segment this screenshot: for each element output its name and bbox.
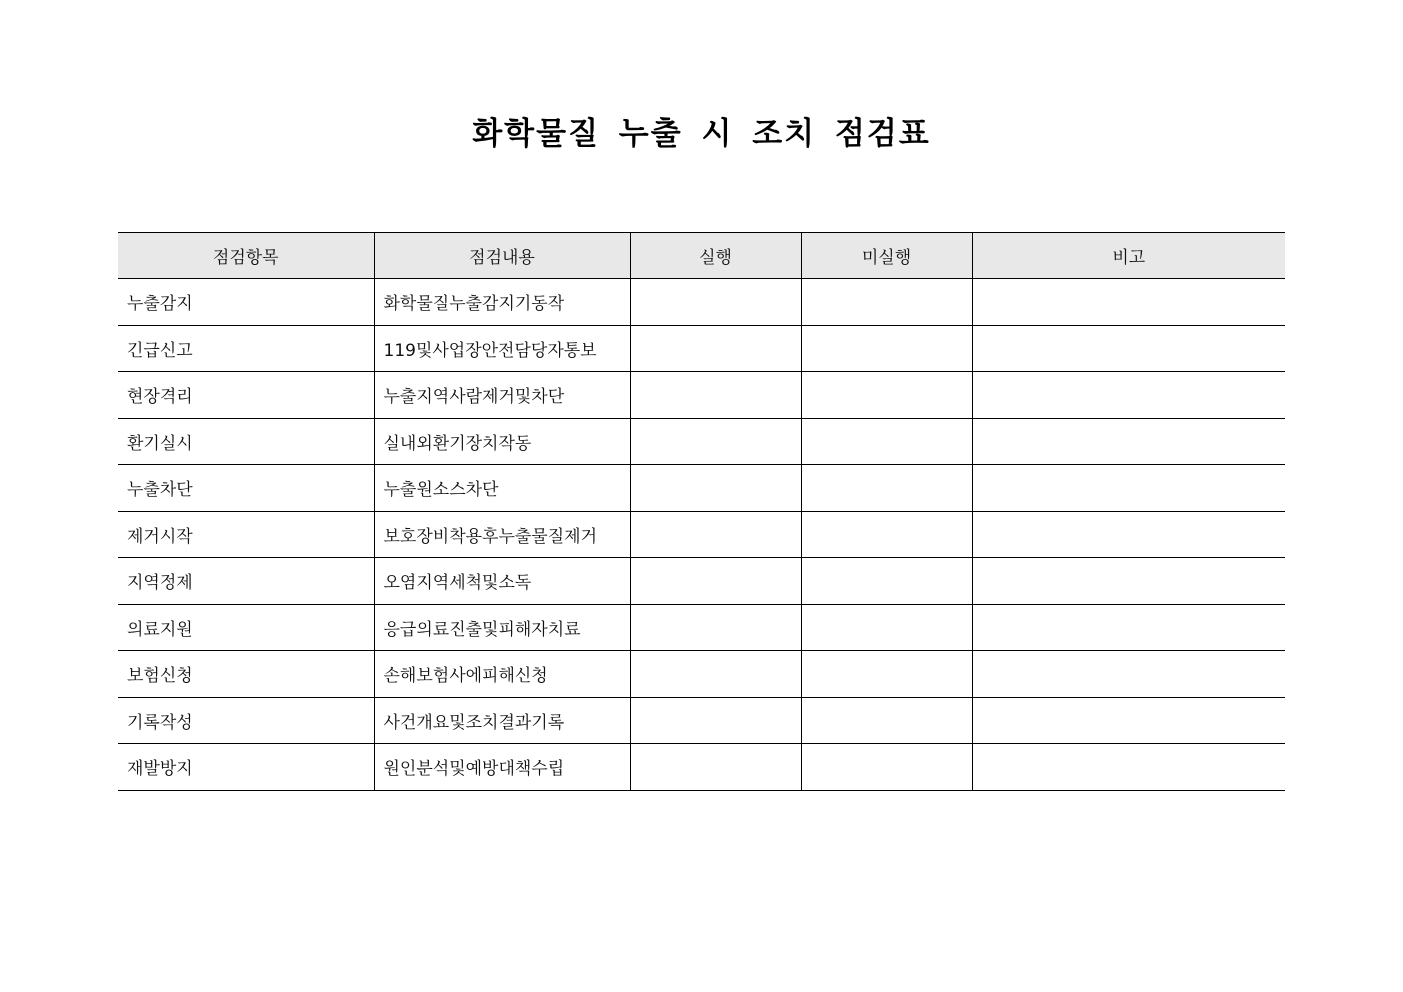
table-row [118,418,1285,465]
item-cell: 긴급신고 [118,325,374,372]
done-cell[interactable] [630,279,801,326]
done-cell[interactable] [630,697,801,744]
table-row [118,372,1285,419]
done-cell[interactable] [630,465,801,512]
content-cell: 원인분석및예방대책수립 [374,744,630,791]
checklist-table [118,232,1285,791]
item-cell: 누출차단 [118,465,374,512]
column-header-content: 점검내용 [374,233,630,279]
content-cell: 119및사업장안전담당자통보 [374,325,630,372]
table-row [118,744,1285,791]
item-cell: 재발방지 [118,744,374,791]
not-done-cell[interactable] [801,651,972,698]
document-title: 화학물질 누출 시 조치 점검표 [472,116,931,152]
content-cell: 사건개요및조치결과기록 [374,697,630,744]
table-row [118,558,1285,605]
done-cell[interactable] [630,651,801,698]
item-cell: 현장격리 [118,372,374,419]
table-row [118,511,1285,558]
not-done-cell[interactable] [801,558,972,605]
column-header-note: 비고 [972,233,1285,279]
note-cell[interactable] [972,697,1285,744]
note-cell[interactable] [972,604,1285,651]
note-cell[interactable] [972,372,1285,419]
content-cell: 오염지역세척및소독 [374,558,630,605]
not-done-cell[interactable] [801,697,972,744]
table-row [118,697,1285,744]
column-header-done: 실행 [630,233,801,279]
note-cell[interactable] [972,651,1285,698]
not-done-cell[interactable] [801,372,972,419]
item-cell: 제거시작 [118,511,374,558]
done-cell[interactable] [630,744,801,791]
item-cell: 보험신청 [118,651,374,698]
item-cell: 의료지원 [118,604,374,651]
content-cell: 누출지역사람제거및차단 [374,372,630,419]
not-done-cell[interactable] [801,744,972,791]
not-done-cell[interactable] [801,325,972,372]
table-row [118,651,1285,698]
note-cell[interactable] [972,325,1285,372]
table-row [118,325,1285,372]
column-header-not-done: 미실행 [801,233,972,279]
item-cell: 누출감지 [118,279,374,326]
table-header-row [118,233,1285,279]
done-cell[interactable] [630,511,801,558]
item-cell: 기록작성 [118,697,374,744]
note-cell[interactable] [972,558,1285,605]
not-done-cell[interactable] [801,604,972,651]
not-done-cell[interactable] [801,418,972,465]
content-cell: 실내외환기장치작동 [374,418,630,465]
column-header-item: 점검항목 [118,233,374,279]
note-cell[interactable] [972,511,1285,558]
content-cell: 누출원소스차단 [374,465,630,512]
done-cell[interactable] [630,418,801,465]
done-cell[interactable] [630,558,801,605]
item-cell: 환기실시 [118,418,374,465]
table-row [118,279,1285,326]
table-row [118,465,1285,512]
done-cell[interactable] [630,325,801,372]
not-done-cell[interactable] [801,279,972,326]
item-cell: 지역정제 [118,558,374,605]
note-cell[interactable] [972,744,1285,791]
content-cell: 보호장비착용후누출물질제거 [374,511,630,558]
note-cell[interactable] [972,279,1285,326]
content-cell: 응급의료진출및피해자치료 [374,604,630,651]
not-done-cell[interactable] [801,511,972,558]
done-cell[interactable] [630,604,801,651]
not-done-cell[interactable] [801,465,972,512]
content-cell: 손해보험사에피해신청 [374,651,630,698]
done-cell[interactable] [630,372,801,419]
note-cell[interactable] [972,418,1285,465]
content-cell: 화학물질누출감지기동작 [374,279,630,326]
table-row [118,604,1285,651]
note-cell[interactable] [972,465,1285,512]
